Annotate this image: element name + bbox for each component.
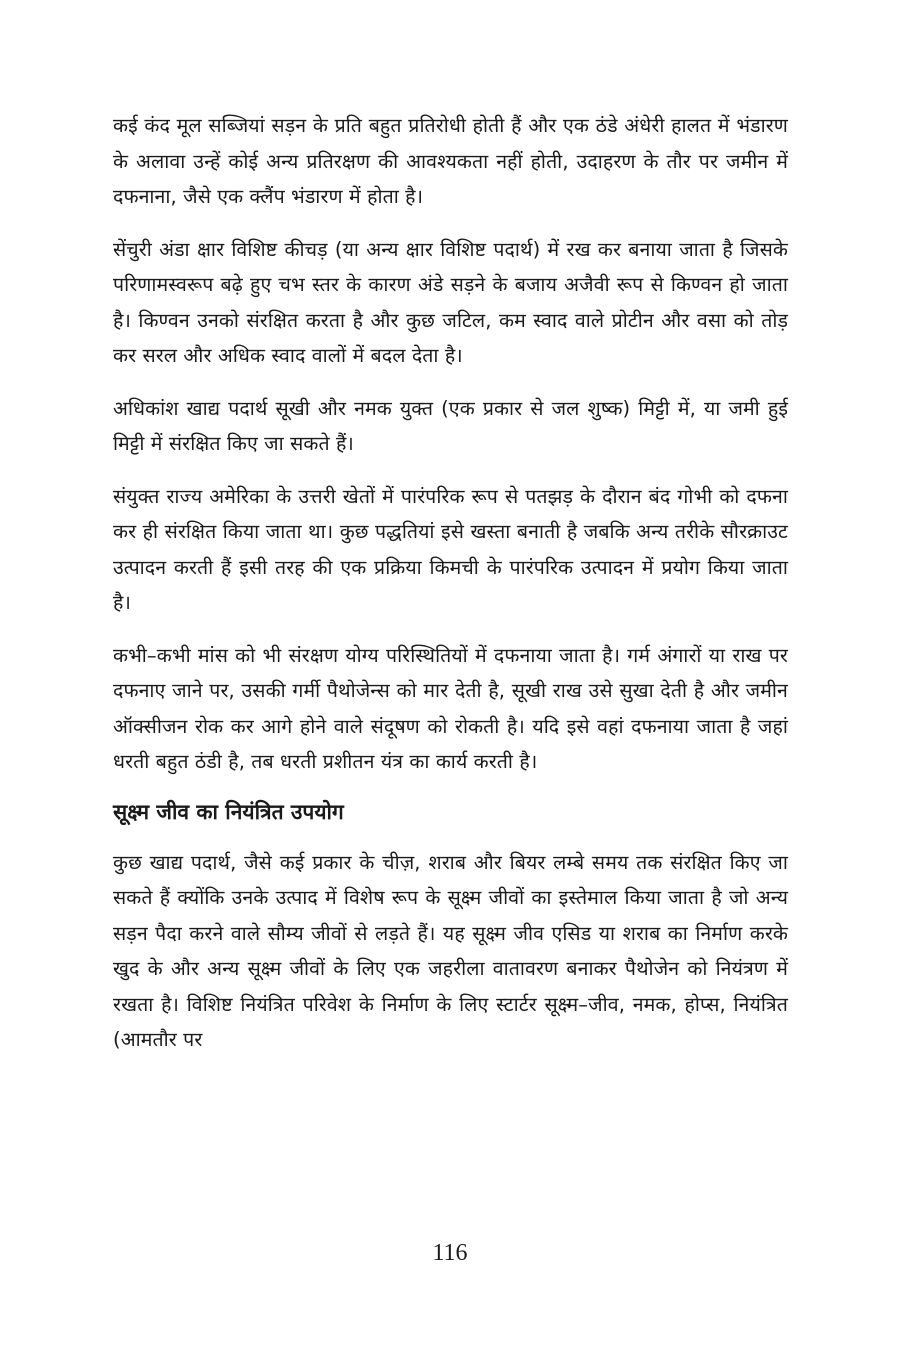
paragraph-dry-salted-soil: अधिकांश खाद्य पदार्थ सूखी और नमक युक्त (एक प्रकार से जल शुष्क) मिट्टी में, या जमी हुई मिट्टी में संरक्षित किए जा सकते हैं। — [113, 396, 788, 455]
paragraph-microorganisms: कुछ खाद्य पदार्थ, जैसे कई प्रकार के चीज़, शराब और बियर लम्बे समय तक संरक्षित किए जा सकते हैं क्योंकि उनके उत्पाद में विशेष रूप के सूक्ष्म जीवों का इस्तेमाल किया जाता है जो अन्य सड़न पैदा करने वाले सौम्य जीवों से लड़ते हैं। यह सूक्ष्म जीव एसिड या शराब का निर्माण करके खुद के और अन्य सूक्ष्म जीवों के लिए एक जहरीला वातावरण बनाकर पैथोजेन को नियंत्रण में रखता है। विशिष्ट नियंत्रित परिवेश के निर्माण के लिए स्टार्टर सूक्ष्म–जीव, नमक, होप्स, नियंत्रित (आमतौर पर — [113, 850, 788, 1051]
paragraph-meat-burial: कभी–कभी मांस को भी संरक्षण योग्य परिस्थितियों में दफनाया जाता है। गर्म अंगारों या राख पर दफनाए जाने पर, उसकी गर्मी पैथोजेन्स को मार देती है, सूखी राख उसे सुखा देती है और जमीन ऑक्सीजन रोक कर आगे होने वाले संदूषण को रोकती है। यदि इसे वहां दफनाया जाता है जहां धरती बहुत ठंडी है, तब धरती प्रशीतन यंत्र का कार्य करती है। — [113, 643, 788, 773]
paragraph-century-egg: सेंचुरी अंडा क्षार विशिष्ट कीचड़ (या अन्य क्षार विशिष्ट पदार्थ) में रख कर बनाया जाता है जिसके परिणामस्वरूप बढ़े हुए चभ स्तर के कारण अंडे सड़ने के बजाय अजैवी रूप से किण्वन हो जाता है। किण्वन उनको संरक्षित करता है और कुछ जटिल, कम स्वाद वाले प्रोटीन और वसा को तोड़ कर सरल और अधिक स्वाद वालों में बदल देता है। — [113, 237, 788, 367]
page-number: 116 — [432, 1240, 468, 1266]
section-heading: सूक्ष्म जीव का नियंत्रित उपयोग — [113, 799, 344, 824]
paragraph-root-vegetables: कई कंद मूल सब्जियां सड़न के प्रति बहुत प्रतिरोधी होती हैं और एक ठंडे अंधेरी हालत में भंडारण के अलावा उन्हें कोई अन्य प्रतिरक्षण की आवश्यकता नहीं होती, उदाहरण के तौर पर जमीन में दफनाना, जैसे एक क्लैंप भंडारण में होता है। — [113, 114, 788, 208]
page-body — [113, 108, 788, 1075]
paragraph-cabbage-burial: संयुक्त राज्य अमेरिका के उत्तरी खेतों में पारंपरिक रूप से पतझड़ के दौरान बंद गोभी को दफना कर ही संरक्षित किया जाता था। कुछ पद्धतियां इसे खस्ता बनाती है जबकि अन्य तरीके सौरक्राउट उत्पादन करती हैं इसी तरह की एक प्रक्रिया किमची के पारंपरिक उत्पादन में प्रयोग किया जाता है। — [113, 484, 788, 614]
